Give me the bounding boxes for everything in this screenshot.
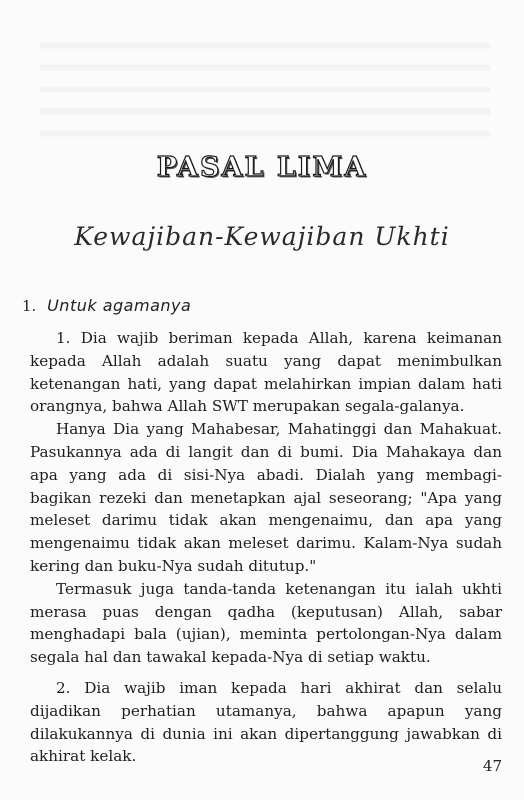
- section-number: 1.: [22, 297, 37, 315]
- page-number: 47: [482, 757, 502, 775]
- body-text: [30, 327, 502, 768]
- paragraph: 1. Dia wajib beriman kepada Allah, karena keimanan kepada Allah adalah suatu yang dapat menimbulkan ketenangan hati, yang dapat melahirkan impian dalam hati orangnya, bahwa Allah SWT merupakan segala-galanya.: [30, 329, 502, 416]
- chapter-subtitle: Kewajiban-Kewajiban Ukhti: [74, 222, 450, 251]
- section-title: Untuk agamanya: [47, 296, 192, 315]
- bleed-through-texture: [40, 32, 490, 152]
- chapter-title: PASAL LIMA: [156, 152, 368, 183]
- paragraph: Termasuk juga tanda-tanda ketenangan itu ialah ukhti merasa puas dengan qadha (keputusan) Allah, sabar menghadapi bala (ujian), meminta pertolongan-Nya dalam segala hal dan tawakal kepada-Nya di setiap waktu.: [30, 579, 502, 667]
- paragraph: Hanya Dia yang Mahabesar, Mahatinggi dan Mahakuat. Pasukannya ada di langit dan di bumi. Dia Mahakaya dan apa yang ada di sisi-Nya abadi. Dialah yang membagi-bagikan rezeki dan menetapkan ajal seseorang; "Apa yang meleset darimu tidak akan mengenaimu, dan apa yang mengenaimu tidak akan meleset darimu. Kalam-Nya sudah kering dan buku-Nya sudah ditutup.": [30, 420, 502, 575]
- paragraph: 2. Dia wajib iman kepada hari akhirat dan selalu dijadikan perhatian utamanya, bahwa apapun yang dilakukannya di dunia ini akan dipertanggung jawabkan di akhirat kelak.: [30, 678, 502, 766]
- section-heading: [22, 296, 191, 315]
